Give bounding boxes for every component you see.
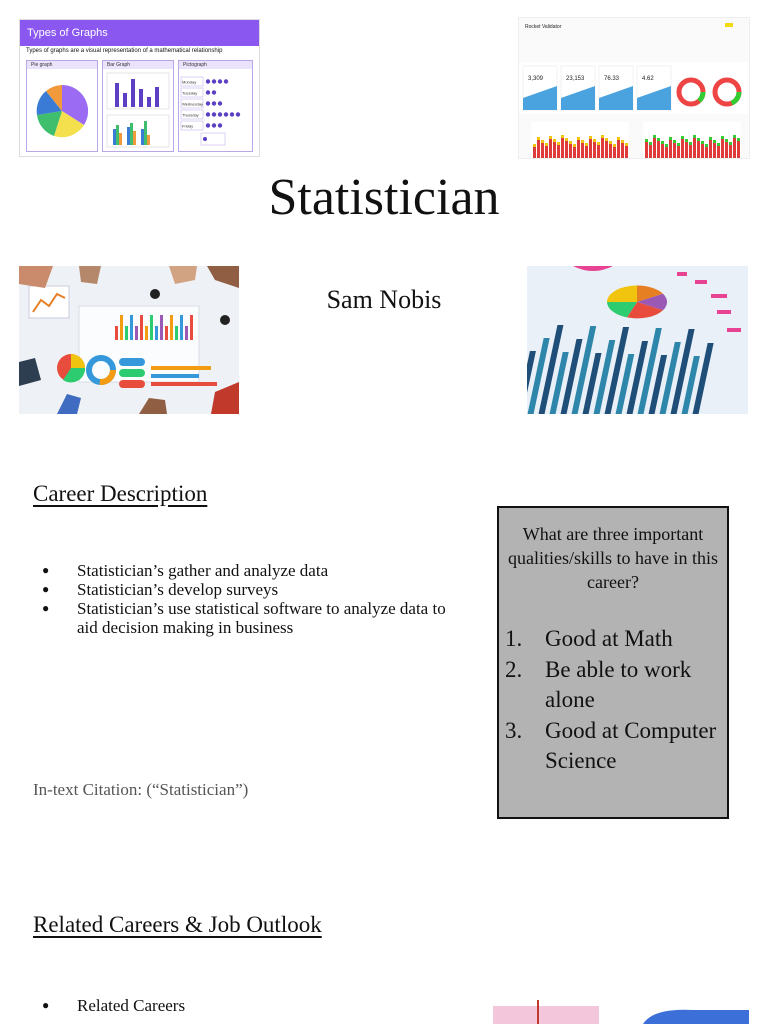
pictograph-dot	[206, 90, 210, 94]
pictograph-dot	[218, 112, 222, 116]
types-of-graphs-subtitle: Types of graphs are a visual representation of a mathematical relationship	[26, 48, 223, 54]
list-item	[505, 655, 723, 716]
pictograph-dot	[212, 101, 216, 105]
in-text-citation: In-text Citation: (“Statistician”)	[33, 780, 249, 799]
pictograph-dot	[206, 79, 210, 83]
pictograph-dot	[218, 101, 222, 105]
dashboard-stat: 76.33	[604, 76, 620, 82]
career-description-list	[38, 561, 468, 637]
qualities-question: What are three important qualities/skills to have in this career?	[508, 524, 718, 592]
related-careers-list	[38, 996, 468, 1015]
dashboard-screenshot-image	[518, 17, 750, 159]
pictograph-row-label: Friday	[182, 123, 194, 129]
author-name: Sam Nobis	[326, 285, 442, 314]
list-item: ● Statistician’s gather and analyze data	[38, 561, 468, 580]
list-number: 1.	[505, 626, 523, 651]
pictograph-dot	[236, 112, 240, 116]
pictograph-dot	[206, 101, 210, 105]
list-number: 3.	[505, 717, 523, 743]
pictograph-dot	[206, 123, 210, 127]
types-of-graphs-image	[19, 19, 260, 157]
pictograph-dot	[224, 112, 228, 116]
pictograph-dot	[212, 79, 216, 83]
statistics-meeting-photo	[19, 266, 239, 414]
list-number: 2.	[505, 656, 523, 682]
pictograph-dot	[224, 79, 228, 83]
pictograph-illustration	[179, 69, 252, 151]
dashboard-brand: Rocket Validator	[525, 24, 562, 30]
pictograph-dot	[212, 90, 216, 94]
list-item: ● Statistician’s develop surveys	[38, 580, 468, 599]
list-item	[505, 716, 723, 777]
bar-chart-photo	[527, 266, 748, 414]
qualities-box	[497, 506, 729, 819]
qualities-list	[505, 624, 723, 777]
pictograph-dot	[218, 79, 222, 83]
list-item: ● Statistician’s use statistical software to analyze data to aid decision making in business	[38, 599, 468, 637]
related-careers-heading: Related Careers & Job Outlook	[33, 912, 322, 937]
pictograph-row-label: Wednesday	[182, 101, 204, 107]
dashboard-stat: 4.62	[642, 76, 654, 82]
dashboard-illustration	[519, 18, 749, 158]
quality-text: Be able to work alone	[545, 656, 692, 712]
career-description-heading: Career Description	[33, 481, 208, 506]
quality-text: Good at Math	[545, 626, 673, 651]
pie-graph-label: Pie graph	[27, 61, 97, 69]
pictograph-row-label: Tuesday	[182, 90, 198, 96]
pictograph-dot	[230, 112, 234, 116]
pie-graph-illustration	[27, 69, 97, 149]
list-item	[505, 624, 723, 655]
pictograph-label: Pictograph	[179, 61, 252, 69]
pictograph-dot	[212, 112, 216, 116]
bar-graph-illustration	[103, 69, 173, 151]
page-title: Statistician	[268, 169, 500, 226]
dashboard-stat: 23,153	[566, 76, 585, 82]
bar-graph-label: Bar Graph	[103, 61, 173, 69]
pictograph-dot	[218, 123, 222, 127]
pictograph-row-label: Monday	[182, 79, 197, 85]
dashboard-stat: 3,309	[528, 76, 544, 82]
list-item: ● Related Careers	[38, 996, 468, 1015]
pictograph-dot	[206, 112, 210, 116]
bar-graph-panel	[102, 60, 174, 152]
quality-text: Good at Computer Science	[545, 717, 717, 773]
types-of-graphs-title: Types of Graphs	[20, 20, 259, 46]
pie-graph-panel	[26, 60, 98, 152]
pictograph-panel	[178, 60, 253, 152]
pictograph-row-label: Thursday	[182, 112, 199, 118]
job-outlook-images	[493, 1000, 749, 1024]
pictograph-dot	[212, 123, 216, 127]
